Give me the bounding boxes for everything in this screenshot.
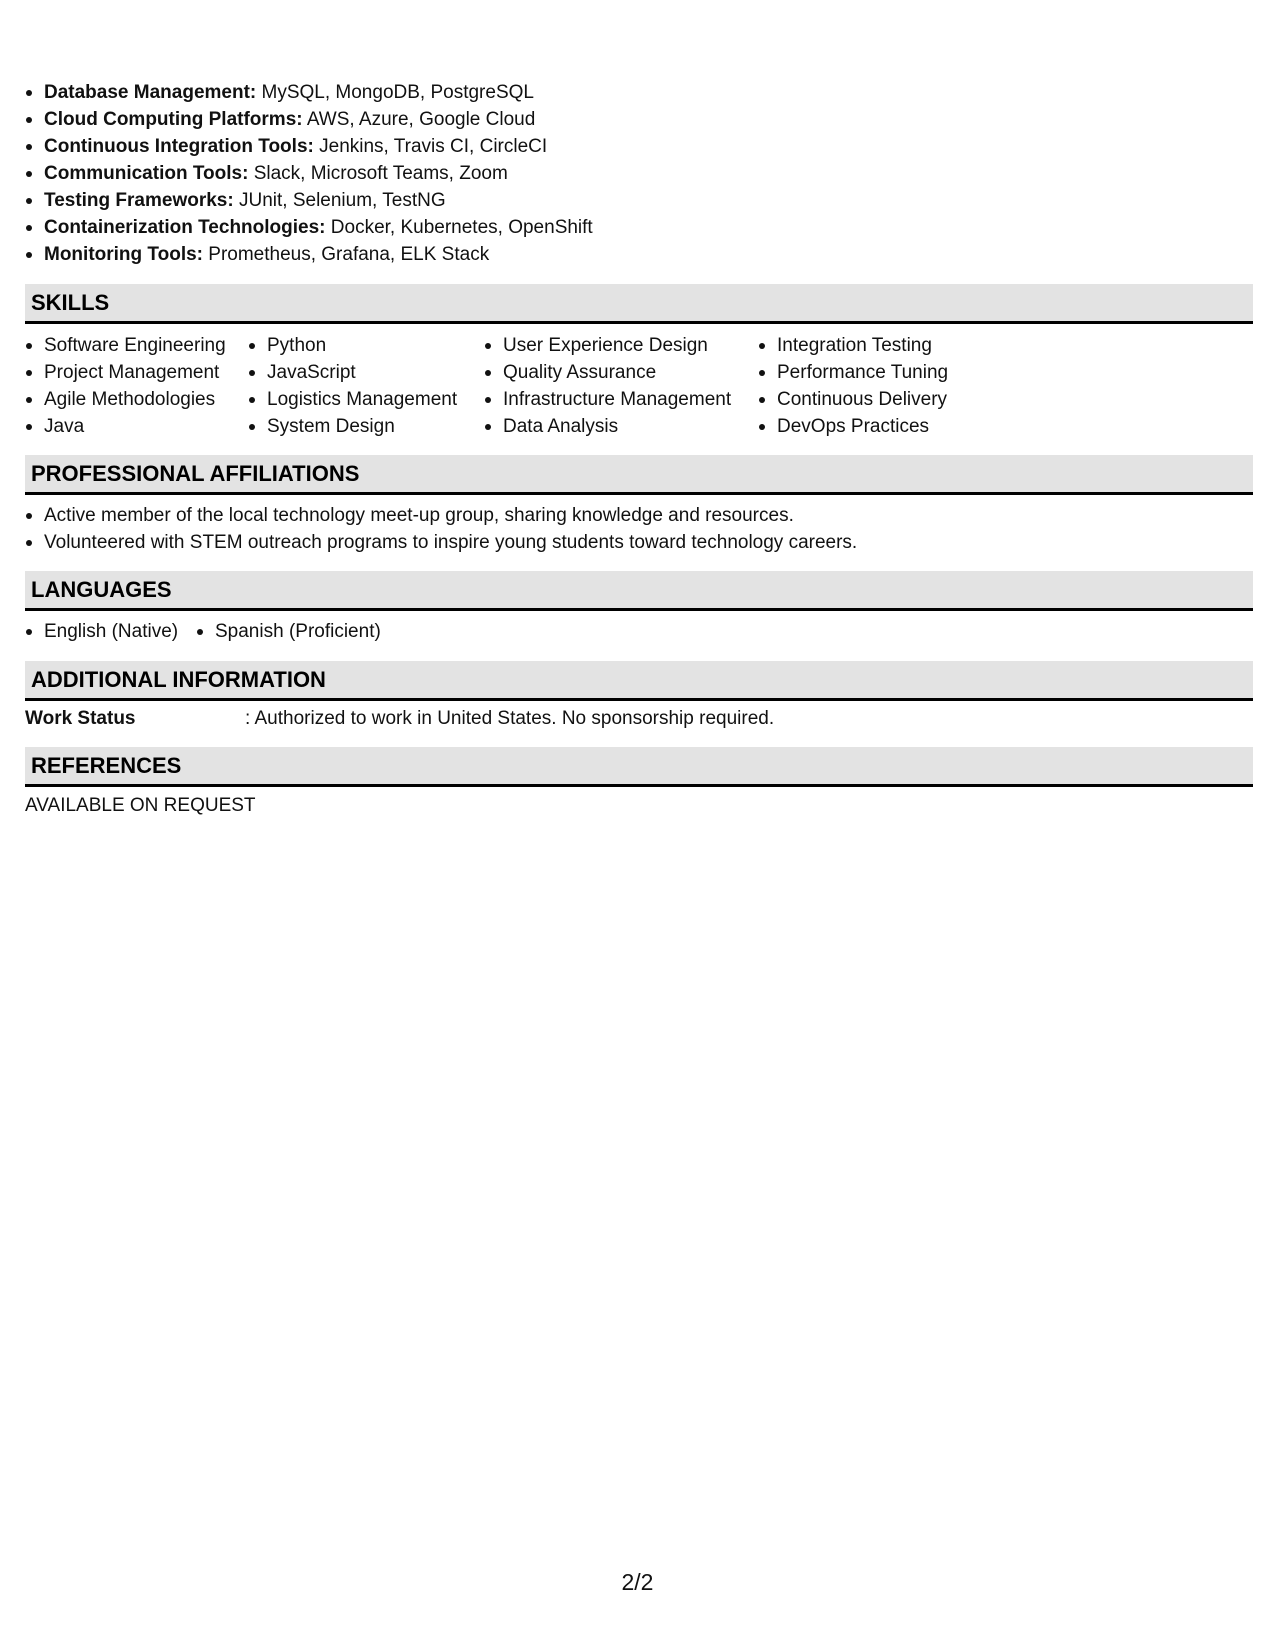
list-item xyxy=(25,106,593,133)
tool-category-label: Cloud Computing Platforms: xyxy=(44,109,303,130)
tool-category-value: Jenkins, Travis CI, CircleCI xyxy=(313,136,548,157)
skill-item: System Design xyxy=(248,413,457,440)
tool-category-value: Slack, Microsoft Teams, Zoom xyxy=(248,163,508,184)
references-text: AVAILABLE ON REQUEST xyxy=(25,795,256,816)
section-title: PROFESSIONAL AFFILIATIONS xyxy=(31,461,360,486)
tool-category-label: Communication Tools: xyxy=(44,163,249,184)
language-item: Spanish (Proficient) xyxy=(196,618,381,645)
skill-item: Python xyxy=(248,332,457,359)
languages-section-header xyxy=(25,571,1253,611)
tool-category-value: Prometheus, Grafana, ELK Stack xyxy=(203,244,490,265)
list-item xyxy=(25,79,593,106)
tool-category-value: Docker, Kubernetes, OpenShift xyxy=(325,217,593,238)
list-item: Active member of the local technology meet-up group, sharing knowledge and resources. xyxy=(25,502,857,529)
skills-column-4 xyxy=(758,332,948,440)
tool-category-value: MySQL, MongoDB, PostgreSQL xyxy=(256,82,534,103)
list-item: Volunteered with STEM outreach programs to inspire young students toward technology careers. xyxy=(25,529,857,556)
tool-category-label: Database Management: xyxy=(44,82,257,103)
section-title: SKILLS xyxy=(31,290,110,315)
page-number: 2/2 xyxy=(621,1569,654,1595)
section-title: REFERENCES xyxy=(31,753,182,778)
tool-category-label: Continuous Integration Tools: xyxy=(44,136,314,157)
section-title: ADDITIONAL INFORMATION xyxy=(31,667,326,692)
skill-item: Software Engineering xyxy=(25,332,226,359)
skills-column-1 xyxy=(25,332,226,440)
section-title: LANGUAGES xyxy=(31,577,172,602)
affiliations-list xyxy=(25,502,857,556)
skill-item: Agile Methodologies xyxy=(25,386,226,413)
skill-item: Logistics Management xyxy=(248,386,457,413)
language-list-2 xyxy=(196,618,381,645)
skills-column-2 xyxy=(248,332,457,440)
skill-item: Integration Testing xyxy=(758,332,948,359)
work-status-value: : Authorized to work in United States. No sponsorship required. xyxy=(245,708,775,729)
skills-section-header xyxy=(25,284,1253,324)
list-item xyxy=(25,241,593,268)
references-section-header xyxy=(25,747,1253,787)
skill-item: Performance Tuning xyxy=(758,359,948,386)
skill-item: Continuous Delivery xyxy=(758,386,948,413)
skill-item: Quality Assurance xyxy=(484,359,731,386)
affiliations-section-header xyxy=(25,455,1253,495)
list-item xyxy=(25,187,593,214)
skill-item: Project Management xyxy=(25,359,226,386)
skill-item: Data Analysis xyxy=(484,413,731,440)
additional-info-section-header xyxy=(25,661,1253,701)
technical-tools-list xyxy=(25,79,593,268)
work-status-label: Work Status xyxy=(25,708,136,729)
skill-item: User Experience Design xyxy=(484,332,731,359)
list-item xyxy=(25,133,593,160)
tool-category-label: Monitoring Tools: xyxy=(44,244,203,265)
tool-category-value: AWS, Azure, Google Cloud xyxy=(302,109,536,130)
skill-item: Infrastructure Management xyxy=(484,386,731,413)
list-item xyxy=(25,160,593,187)
tool-category-value: JUnit, Selenium, TestNG xyxy=(233,190,446,211)
tool-category-label: Containerization Technologies: xyxy=(44,217,326,238)
language-list-1 xyxy=(25,618,178,645)
skill-item: Java xyxy=(25,413,226,440)
skills-column-3 xyxy=(484,332,731,440)
list-item xyxy=(25,214,593,241)
skill-item: JavaScript xyxy=(248,359,457,386)
language-item: English (Native) xyxy=(25,618,178,645)
skill-item: DevOps Practices xyxy=(758,413,948,440)
tool-category-label: Testing Frameworks: xyxy=(44,190,234,211)
